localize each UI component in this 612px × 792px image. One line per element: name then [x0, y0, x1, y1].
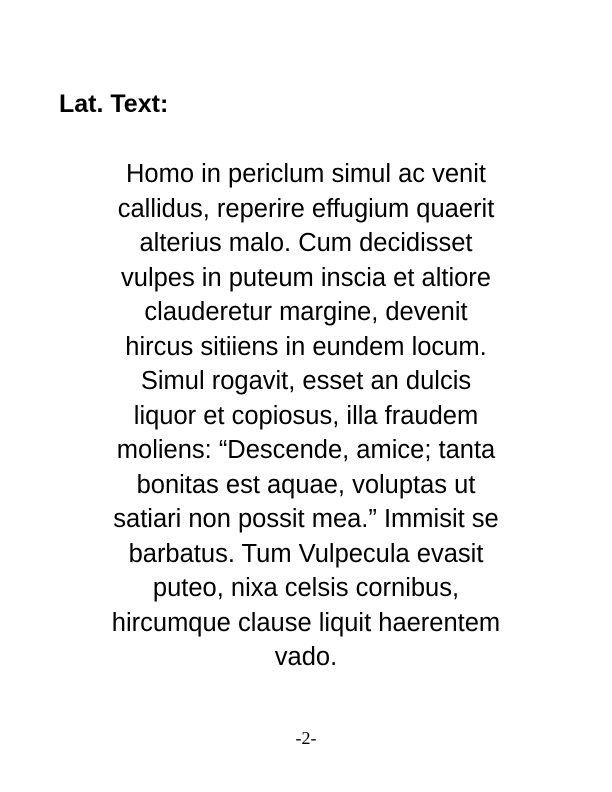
text-line-15: vado.: [274, 643, 338, 671]
text-line-3: alterius malo. Cum decidisset: [139, 229, 473, 257]
text-line-13: puteo, nixa celsis cornibus,: [152, 574, 460, 602]
text-line-10: bonitas est aquae, voluptas ut: [136, 470, 476, 499]
text-line-9: moliens: “Descende, amice; tanta: [116, 436, 496, 464]
section-heading: Lat. Text:: [59, 90, 169, 118]
text-line-11: satiari non possit mea.” Immisit se: [113, 505, 499, 533]
page-number: -2-: [295, 728, 317, 748]
text-line-5: clauderetur margine, devenit: [144, 298, 468, 326]
text-line-12: barbatus. Tum Vulpecula evasit: [128, 539, 484, 568]
text-line-14: hircumque clause liquit haerentem: [111, 608, 501, 637]
text-line-2: callidus, reperire effugium quaerit: [117, 194, 495, 223]
text-line-8: liquor et copiosus, illa fraudem: [133, 401, 479, 430]
latin-text-body: [50, 157, 562, 675]
text-line-7: Simul rogavit, esset an dulcis: [140, 367, 472, 395]
text-line-6: hircus sitiiens in eundem locum.: [125, 332, 487, 361]
text-line-1: Homo in periclum simul ac venit: [126, 160, 486, 188]
text-line-4: vulpes in puteum inscia et altiore: [121, 263, 491, 292]
